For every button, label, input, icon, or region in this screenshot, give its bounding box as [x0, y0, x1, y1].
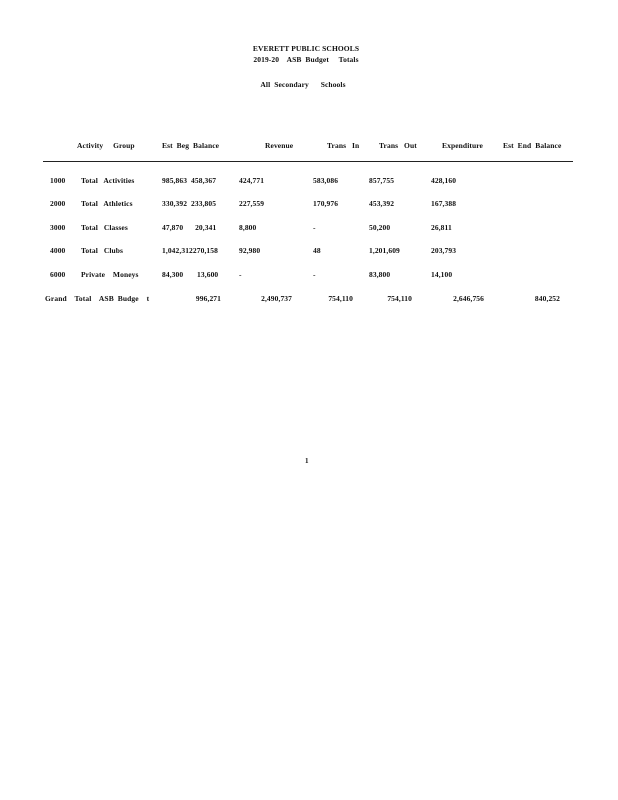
header-divider: [43, 161, 573, 162]
row-beg-balance: 47,870 20,341: [162, 223, 217, 232]
row-expenditure: 14,100: [431, 270, 453, 279]
row-revenue: 424,771: [239, 176, 265, 185]
col-est-end-balance: Est End Balance: [503, 141, 562, 150]
grand-total-trans-in: 754,110: [328, 294, 353, 303]
grand-total-label: Grand Total ASB Budge t: [45, 294, 150, 303]
row-revenue: -: [239, 270, 242, 279]
row-code: 3000: [50, 223, 66, 232]
row-expenditure: 26,811: [431, 223, 452, 232]
row-trans-in: 48: [313, 246, 321, 255]
row-expenditure: 203,793: [431, 246, 457, 255]
row-name: Private Moneys: [81, 270, 139, 279]
row-trans-out: 857,755: [369, 176, 395, 185]
report-title: EVERETT PUBLIC SCHOOLS: [252, 44, 360, 53]
row-revenue: 8,800: [239, 223, 257, 232]
col-est-beg-balance: Est Beg Balance: [162, 141, 220, 150]
col-trans-out: Trans Out: [379, 141, 417, 150]
row-name: Total Athletics: [81, 199, 133, 208]
row-trans-in: 583,086: [313, 176, 339, 185]
row-beg-balance: 84,300 13,600: [162, 270, 219, 279]
grand-total-revenue: 2,490,737: [261, 294, 292, 303]
row-revenue: 227,559: [239, 199, 265, 208]
row-code: 1000: [50, 176, 66, 185]
row-beg-balance: 1,042,312270,158: [162, 246, 218, 255]
row-expenditure: 428,160: [431, 176, 457, 185]
row-trans-out: 83,800: [369, 270, 391, 279]
row-revenue: 92,980: [239, 246, 261, 255]
row-code: 4000: [50, 246, 66, 255]
row-trans-out: 50,200: [369, 223, 391, 232]
page-number: 1: [305, 457, 309, 465]
row-trans-in: -: [313, 270, 316, 279]
col-trans-in: Trans In: [327, 141, 360, 150]
row-code: 2000: [50, 199, 66, 208]
report-scope: All Secondary Schools: [260, 80, 346, 89]
row-beg-balance: 985,863 458,367: [162, 176, 217, 185]
row-trans-in: 170,976: [313, 199, 339, 208]
row-trans-out: 453,392: [369, 199, 395, 208]
col-activity-group: Activity Group: [77, 141, 135, 150]
grand-total-beg: 996,271: [195, 294, 221, 303]
row-name: Total Activities: [81, 176, 135, 185]
row-beg-balance: 330,392 233,805: [162, 199, 217, 208]
row-expenditure: 167,388: [431, 199, 457, 208]
row-code: 6000: [50, 270, 66, 279]
grand-total-trans-out: 754,110: [387, 294, 412, 303]
row-name: Total Clubs: [81, 246, 124, 255]
row-trans-out: 1,201,609: [369, 246, 400, 255]
grand-total-expenditure: 2,646,756: [453, 294, 484, 303]
col-expenditure: Expenditure: [442, 141, 483, 150]
row-name: Total Classes: [81, 223, 128, 232]
col-revenue: Revenue: [265, 141, 294, 150]
report-subtitle: 2019-20 ASB Budget Totals: [253, 55, 359, 64]
row-trans-in: -: [313, 223, 316, 232]
grand-total-end-balance: 840,252: [534, 294, 560, 303]
